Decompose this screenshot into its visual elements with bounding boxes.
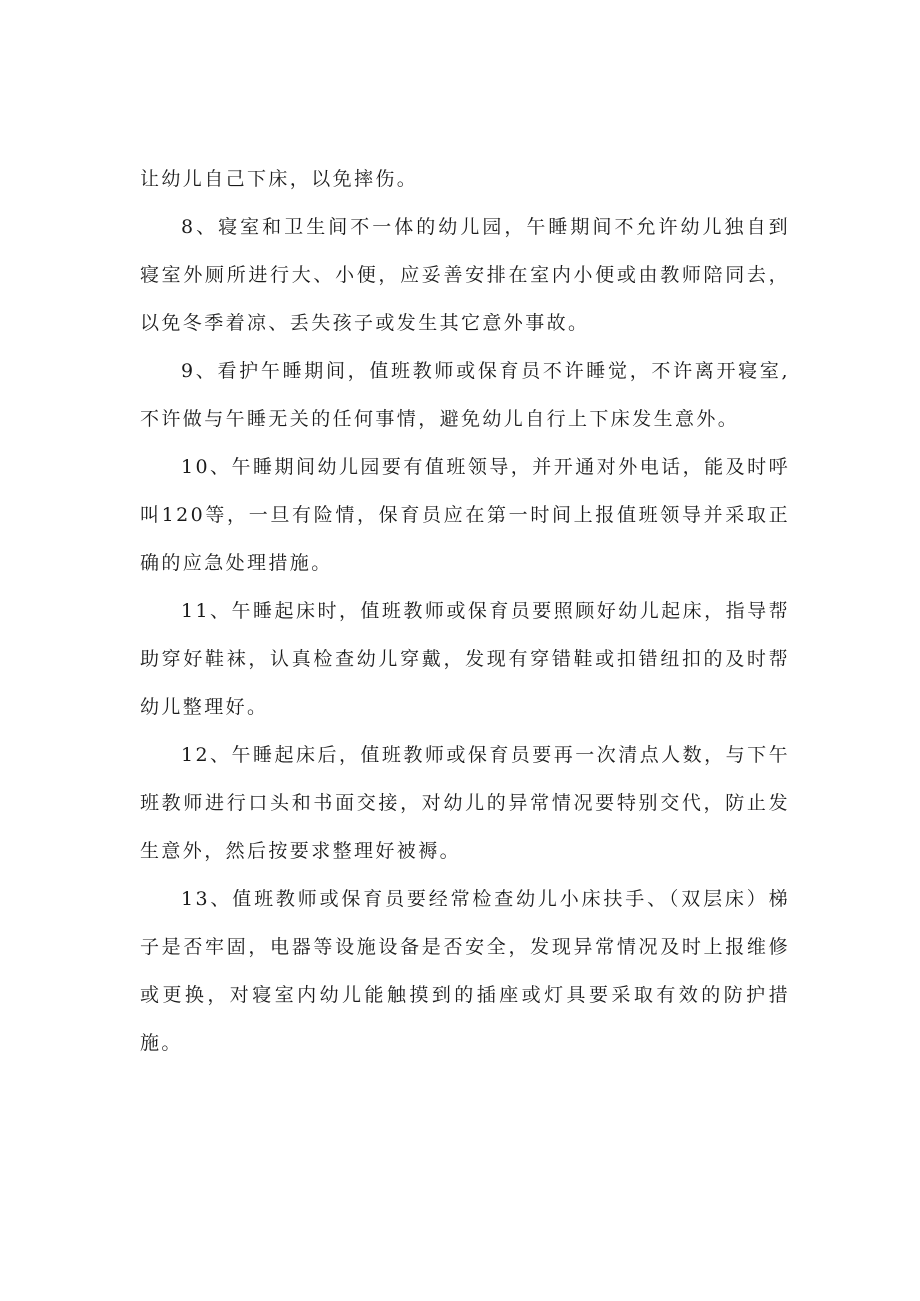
- document-body: [140, 155, 790, 1067]
- paragraph-item-11: 11、午睡起床时，值班教师或保育员要照顾好幼儿起床，指导帮助穿好鞋袜，认真检查幼儿穿戴，发现有穿错鞋或扣错纽扣的及时帮幼儿整理好。: [140, 600, 790, 718]
- paragraph-item-12: 12、午睡起床后，值班教师或保育员要再一次清点人数，与下午班教师进行口头和书面交接，对幼儿的异常情况要特别交代，防止发生意外，然后按要求整理好被褥。: [140, 744, 790, 862]
- paragraph-item-9: 9、看护午睡期间，值班教师或保育员不许睡觉，不许离开寝室,不许做与午睡无关的任何事情，避免幼儿自行上下床发生意外。: [140, 360, 790, 430]
- paragraph-item-10: 10、午睡期间幼儿园要有值班领导，并开通对外电话，能及时呼叫120等，一旦有险情，保育员应在第一时间上报值班领导并采取正确的应急处理措施。: [140, 456, 790, 574]
- paragraph-continuation: 让幼儿自己下床，以免摔伤。: [140, 168, 419, 190]
- paragraph-item-8: 8、寝室和卫生间不一体的幼儿园，午睡期间不允许幼儿独自到寝室外厕所进行大、小便，应妥善安排在室内小便或由教师陪同去，以免冬季着凉、丢失孩子或发生其它意外事故。: [140, 216, 790, 334]
- paragraph-item-13: 13、值班教师或保育员要经常检查幼儿小床扶手、（双层床）梯子是否牢固，电器等设施设备是否安全，发现异常情况及时上报维修或更换，对寝室内幼儿能触摸到的插座或灯具要采取有效的防护措施。: [140, 888, 790, 1054]
